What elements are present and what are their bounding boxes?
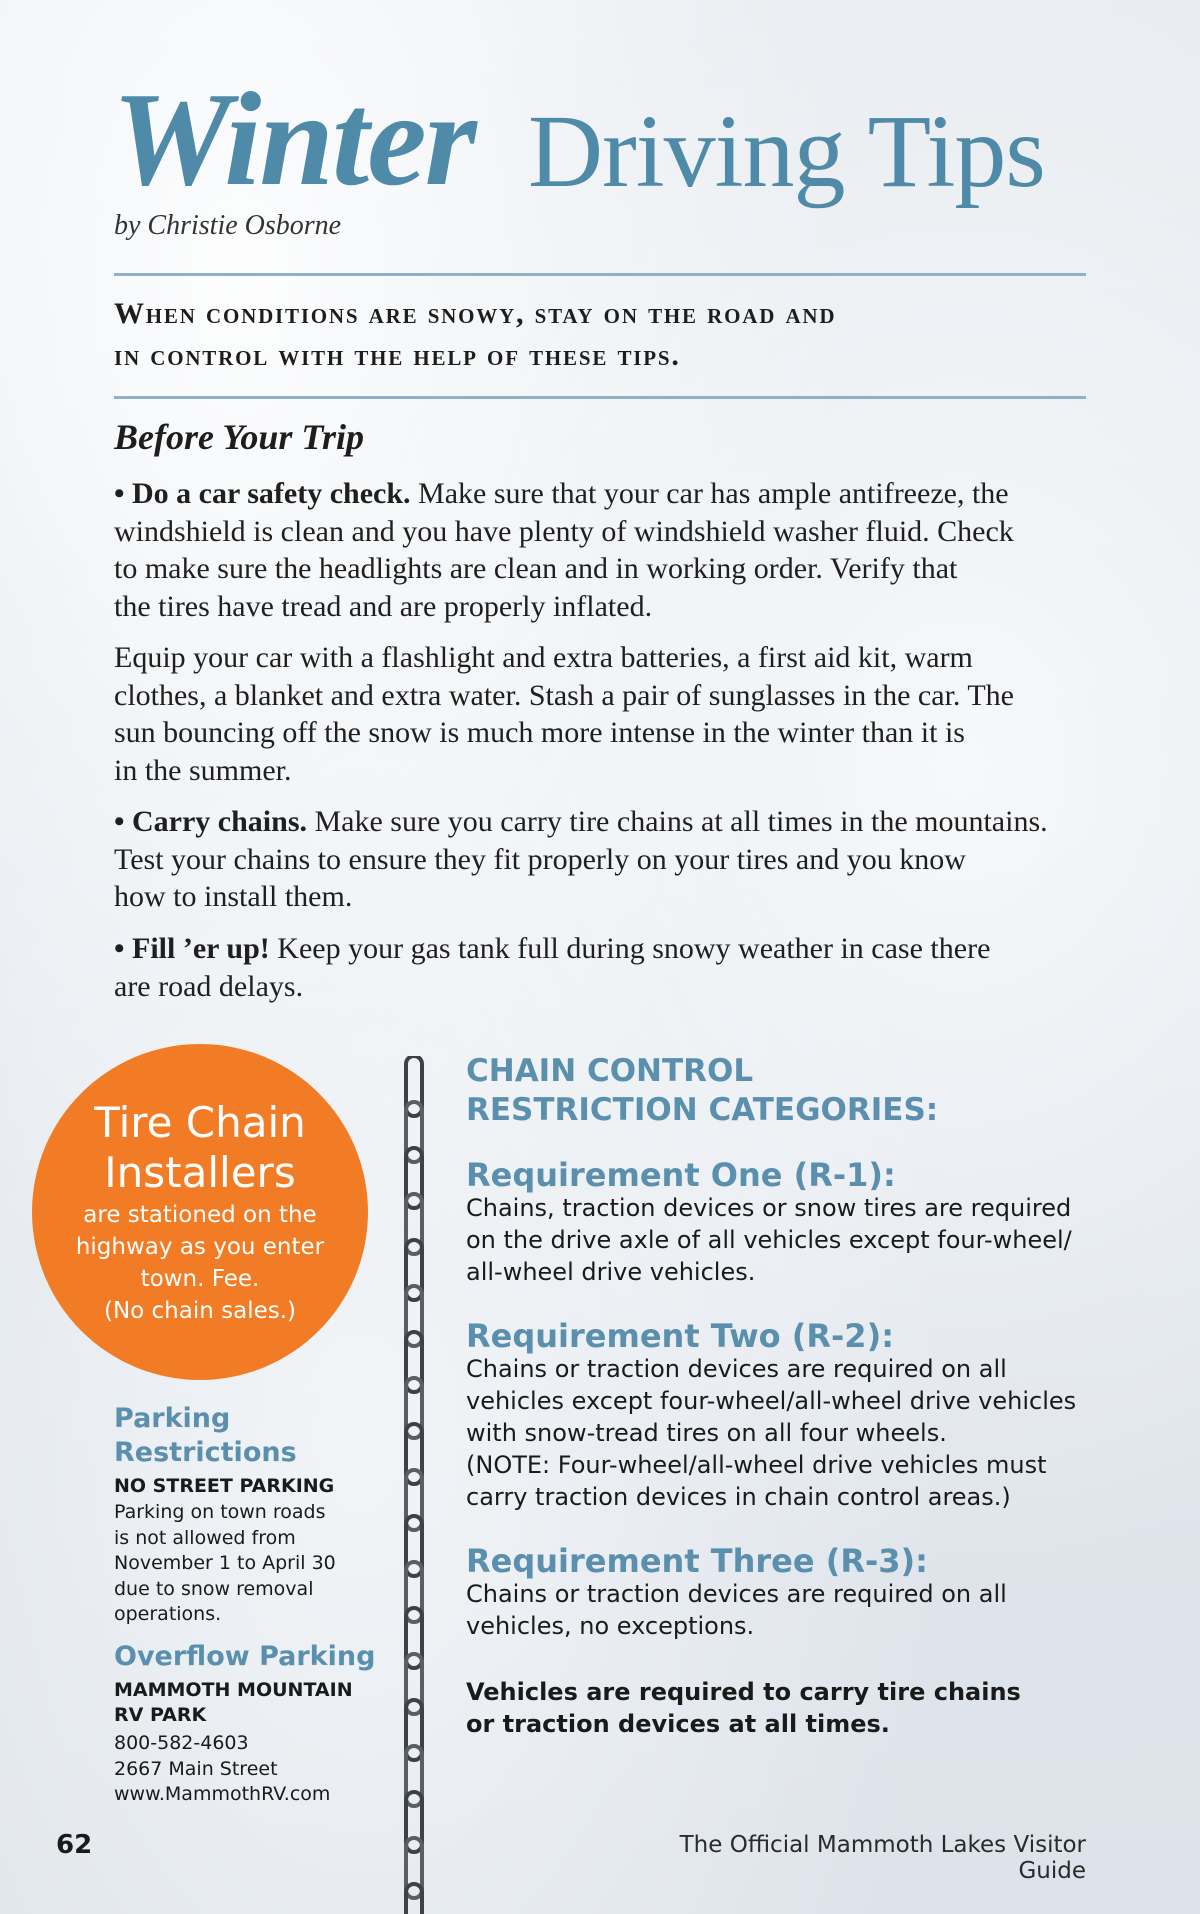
tire-chain-installers-badge [32,1044,368,1380]
installers-title [32,1098,368,1198]
text-line: on the drive axle of all vehicles except four-wheel/ [466,1226,1072,1254]
rv-address: 2667 Main Street [114,1757,278,1780]
text-line: Parking on town roads [114,1501,326,1523]
para-text: Keep your gas tank full during snowy weather in case there [269,932,991,965]
para-text: Make sure you carry tire chains at all times in the mountains. [307,805,1048,838]
requirement-two-heading: Requirement Two (R-2): [466,1317,894,1355]
requirement-two-text [466,1353,1106,1513]
note-line: or traction devices at all times. [466,1710,890,1738]
para-line: sun bouncing off the snow is much more intense in the winter than it is [114,716,965,749]
lead-fill-up: • Fill ’er up! [114,932,270,965]
installers-sub-line: town. Fee. [140,1266,260,1292]
page-title [112,65,1092,213]
rv-park-details [114,1731,364,1808]
title-driving-tips: Driving Tips [528,94,1045,209]
para-text: Make sure that your car has ample antifreeze, the [410,477,1009,510]
text-line: Chains or traction devices are required on all [466,1355,1007,1383]
para-line [114,930,1094,968]
text-line: November 1 to April 30 [114,1552,336,1574]
text-line: all-wheel drive vehicles. [466,1258,756,1286]
title-winter: Winter [112,65,475,213]
para-line: in the summer. [114,753,292,787]
rv-website: www.MammothRV.com [114,1783,331,1805]
installers-subtext [60,1199,340,1327]
deck-line-2: in control with the help of these tips. [114,339,681,372]
text-line: vehicles, no exceptions. [466,1612,755,1640]
para-line: the tires have tread and are properly inflated. [114,589,653,623]
section-heading-before-trip: Before Your Trip [114,417,365,457]
chain-control-title [466,1052,1066,1130]
no-street-parking-label: NO STREET PARKING [114,1475,335,1497]
para-line [114,475,1094,513]
heading-line: Parking [114,1403,231,1434]
text-line: carry traction devices in chain control areas.) [466,1483,1011,1511]
para-line: how to install them. [114,880,353,913]
installers-title-line: Installers [104,1148,296,1197]
text-line: (NOTE: Four-wheel/all-wheel drive vehicles must [466,1451,1047,1479]
para-line: are road delays. [114,969,304,1003]
parking-text [114,1500,364,1628]
divider-bottom [114,396,1086,399]
chain-requirement-note [466,1676,1066,1740]
parking-restrictions-heading [114,1402,344,1470]
para-line: Equip your car with a flashlight and extra batteries, a first aid kit, warm [114,641,973,674]
deck [114,293,1094,377]
requirement-one-heading: Requirement One (R-1): [466,1156,896,1194]
note-line: Vehicles are required to carry tire chains [466,1678,1021,1706]
title-line: RESTRICTION CATEGORIES: [466,1092,939,1128]
paragraph-fill-up [114,930,1094,1005]
text-line: with snow-tread tires on all four wheels. [466,1419,947,1447]
byline: by Christie Osborne [114,210,342,241]
title-line: CHAIN CONTROL [466,1053,754,1089]
name-line: MAMMOTH MOUNTAIN [114,1679,353,1701]
rv-phone: 800-582-4603 [114,1732,249,1754]
text-line: is not allowed from [114,1526,296,1549]
deck-line-1: When conditions are snowy, stay on the road and [114,297,837,330]
lead-safety-check: • Do a car safety check. [114,477,411,510]
overflow-parking-heading: Overflow Parking [114,1641,376,1672]
para-line: to make sure the headlights are clean and in working order. Verify that [114,552,958,585]
text-line: due to snow removal [114,1577,314,1600]
text-line: Chains or traction devices are required on all [466,1580,1007,1608]
paragraph-carry-chains [114,803,1094,916]
chain-icon [402,1056,426,1914]
requirement-one-text [466,1192,1106,1288]
para-line [114,803,1094,841]
installers-sub-line: highway as you enter [75,1234,325,1260]
name-line: RV PARK [114,1704,207,1726]
publication-title: The Official Mammoth Lakes Visitor Guide [679,1832,1086,1884]
installers-sub-line: (No chain sales.) [103,1298,297,1324]
para-line: clothes, a blanket and extra water. Stash a pair of sunglasses in the car. The [114,678,1014,712]
paragraph-equip [114,639,1094,789]
paragraph-safety-check [114,475,1094,625]
text-line: vehicles except four-wheel/all-wheel drive vehicles [466,1387,1077,1415]
text-line: Chains, traction devices or snow tires are required [466,1194,1072,1222]
requirement-three-text [466,1578,1106,1642]
divider-top [114,273,1086,276]
requirement-three-heading: Requirement Three (R-3): [466,1542,928,1580]
para-line: windshield is clean and you have plenty of windshield washer fluid. Check [114,514,1014,548]
installers-sub-line: are stationed on the [83,1202,317,1228]
rv-park-name [114,1678,394,1728]
para-line: Test your chains to ensure they fit properly on your tires and you know [114,842,966,876]
page-number: 62 [56,1830,93,1860]
installers-title-line: Tire Chain [94,1098,306,1147]
heading-line: Restrictions [114,1437,297,1468]
text-line: operations. [114,1603,222,1625]
lead-carry-chains: • Carry chains. [114,805,307,838]
